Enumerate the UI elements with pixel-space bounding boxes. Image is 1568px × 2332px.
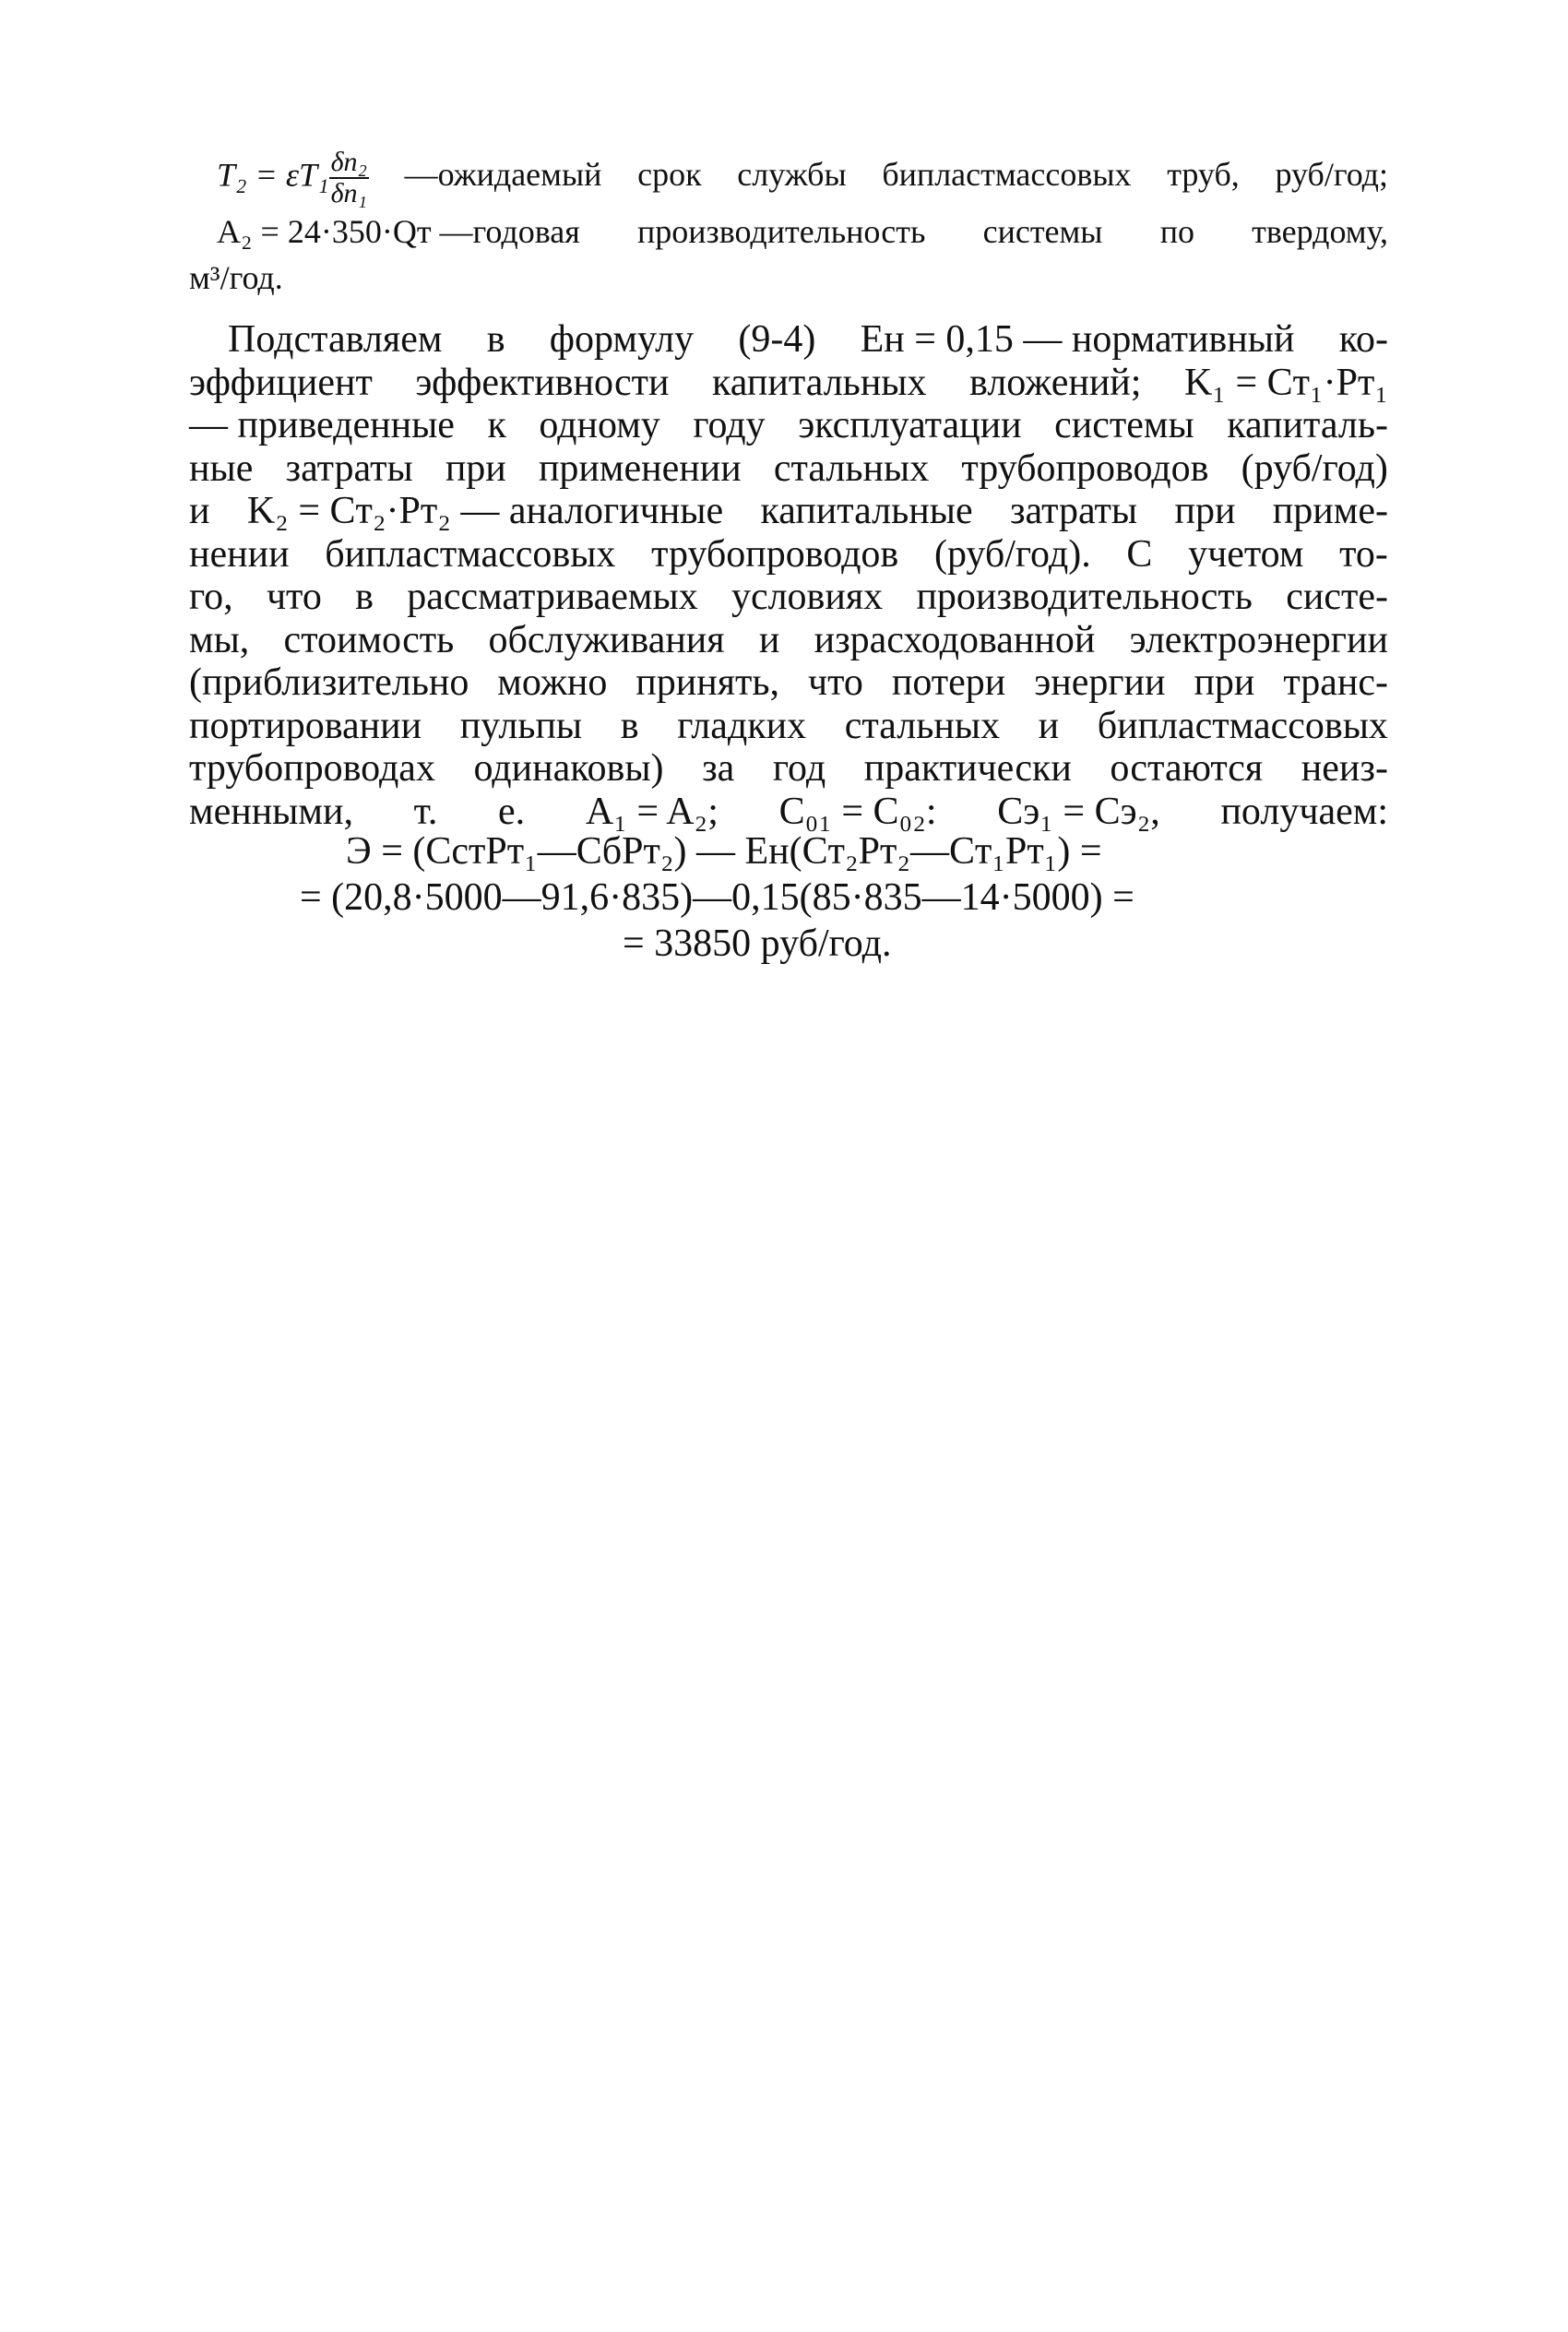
paragraph-word: т. [413, 790, 438, 833]
paragraph-word: к [487, 404, 506, 446]
formula-line-3: = 33850 руб/год. [623, 922, 892, 965]
paragraph-word: стальных [844, 704, 1001, 747]
paragraph-word: C₀₁ = C₀₂: [778, 790, 937, 833]
paragraph-word: трубопроводов [651, 532, 899, 576]
paragraph-word: капитальных [712, 361, 927, 404]
paragraph-word: за [702, 747, 735, 790]
paragraph-word: год [772, 747, 826, 790]
t2-fraction-denominator: δn₁ [330, 178, 367, 208]
paragraph-word: стоимость [283, 618, 455, 661]
paragraph-word: применении [538, 446, 742, 490]
paragraph-line [189, 576, 1388, 619]
paragraph-word: израсходованной [814, 618, 1096, 661]
paragraph-line [189, 747, 1388, 791]
t2-formula-wrap [217, 148, 369, 208]
paragraph-word: одному [539, 404, 660, 446]
paragraph-word: бипластмассовых [1097, 704, 1388, 747]
paragraph-word: в [486, 318, 505, 361]
paragraph-word: портировании [189, 704, 422, 747]
paragraph-line [189, 362, 1388, 405]
paragraph-word: году [693, 404, 766, 446]
a2-word: производительность [636, 213, 926, 250]
paragraph-word: производительность [916, 576, 1253, 618]
paragraph-word: учетом [1188, 532, 1304, 576]
paragraph-word: обслуживания [488, 618, 725, 661]
paragraph-line [189, 318, 1388, 362]
paragraph-word: трубопроводах [189, 747, 435, 790]
paragraph-word: эффициент [189, 361, 373, 404]
paragraph-line [189, 661, 1388, 705]
formula-line-1: Э = (CстPт₁—CбPт₂) — Eн(Cт₂Pт₂—Cт₁Pт₁) = [346, 830, 1102, 873]
paragraph-word: и [1038, 704, 1060, 747]
paragraph-word: A₁ = A₂; [585, 790, 719, 833]
paragraph-word: (руб/год) [1241, 446, 1388, 490]
t2-word: службы [737, 156, 847, 194]
paragraph-word: (руб/год). [933, 532, 1091, 576]
paragraph-word: и [758, 618, 780, 661]
paragraph-word: потери [891, 661, 1006, 704]
paragraph-word: можно [497, 661, 608, 704]
definitions-block [189, 148, 1388, 301]
paragraph-word: рассматриваемых [407, 576, 698, 618]
paragraph-word: е. [498, 790, 526, 833]
paragraph-word: Eн = 0,15 — нормативный [860, 318, 1295, 361]
a2-unit: м³/год. [189, 259, 283, 296]
paragraph-word: при [1194, 661, 1255, 704]
paragraph-word: K₁ = Cт₁·Pт₁ [1183, 361, 1388, 404]
a2-definition-line1 [189, 208, 1388, 255]
paragraph-word: стальных [773, 446, 930, 490]
t2-word: —ожидаемый [404, 156, 602, 194]
paragraph-word: эффективности [415, 361, 670, 404]
paragraph-word: затраты [1009, 490, 1138, 532]
paragraph-word: что [807, 661, 863, 704]
paragraph-word: приме- [1272, 490, 1388, 532]
paragraph-word: эксплуатации [798, 404, 1022, 446]
a2-word: A₂ = 24·350·Qт —годовая [217, 213, 580, 250]
body-paragraph [189, 318, 1388, 833]
paragraph-word: энергии [1034, 661, 1166, 704]
paragraph-line [189, 705, 1388, 748]
paragraph-word: что [266, 576, 322, 618]
t2-fraction [329, 148, 369, 208]
result-formula [189, 828, 1388, 967]
paragraph-word: системы [1054, 404, 1194, 446]
paragraph-word: неиз- [1301, 747, 1388, 790]
paragraph-line [189, 404, 1388, 447]
paragraph-word: и [189, 490, 210, 532]
paragraph-word: пульпы [459, 704, 583, 747]
paragraph-word: условиях [731, 576, 884, 618]
paragraph-word: формулу [549, 318, 695, 361]
paragraph-word: получаем: [1220, 790, 1388, 833]
paragraph-word: бипластмассовых [325, 532, 616, 576]
paragraph-word: нении [189, 532, 290, 576]
paragraph-word: — приведенные [189, 404, 455, 446]
a2-definition-line2 [189, 255, 1388, 301]
t2-formula: T₂ = εT₁ [217, 156, 329, 194]
formula-line-2: = (20,8·5000—91,6·835)—0,15(85·835—14·5000) = [300, 876, 1134, 919]
paragraph-word: (9-4) [738, 318, 816, 361]
paragraph-word: Cэ₁ = Cэ₂, [997, 790, 1160, 833]
paragraph-word: гладких [677, 704, 807, 747]
paragraph-word: при [445, 446, 506, 490]
paragraph-word: в [620, 704, 639, 747]
paragraph-word: транс- [1283, 661, 1388, 704]
paragraph-word: электроэнергии [1129, 618, 1388, 661]
paragraph-word: капиталь- [1227, 404, 1388, 446]
paragraph-word: менными, [189, 790, 353, 833]
a2-word: по [1159, 213, 1194, 250]
paragraph-word: при [1174, 490, 1236, 532]
paragraph-word: практически [863, 747, 1072, 790]
paragraph-word: затраты [285, 446, 413, 490]
paragraph-word: С [1126, 532, 1153, 576]
paragraph-word: ные [189, 446, 254, 490]
t2-fraction-numerator: δn₂ [330, 147, 367, 177]
paragraph-line [189, 447, 1388, 491]
paragraph-word: ко- [1338, 318, 1388, 361]
paragraph-line [189, 490, 1388, 533]
paragraph-word: одинаковы) [473, 747, 664, 790]
t2-definition [189, 148, 1388, 208]
paragraph-word: вложений; [969, 361, 1142, 404]
paragraph-word: остаются [1110, 747, 1264, 790]
paragraph-word: Подставляем [228, 318, 443, 361]
t2-word: труб, [1167, 156, 1240, 194]
paragraph-word: систе- [1286, 576, 1388, 618]
paragraph-word: го, [189, 576, 233, 618]
paragraph-word: (приблизительно [189, 661, 469, 704]
paragraph-word: в [355, 576, 374, 618]
paragraph-word: капитальные [760, 490, 973, 532]
paragraph-word: принять, [636, 661, 780, 704]
a2-word: системы [982, 213, 1103, 250]
paragraph-line [189, 533, 1388, 577]
t2-word: бипластмассовых [882, 156, 1132, 194]
paragraph-line [189, 791, 1388, 834]
paragraph-word: мы, [189, 618, 250, 661]
t2-word: срок [637, 156, 702, 194]
paragraph-word: то- [1339, 532, 1388, 576]
paragraph-word: трубопроводов [961, 446, 1209, 490]
t2-word: руб/год; [1275, 156, 1388, 194]
paragraph-word: K₂ = Cт₂·Pт₂ — аналогичные [246, 490, 724, 532]
paragraph-line [189, 619, 1388, 662]
a2-word: твердому, [1252, 213, 1388, 250]
